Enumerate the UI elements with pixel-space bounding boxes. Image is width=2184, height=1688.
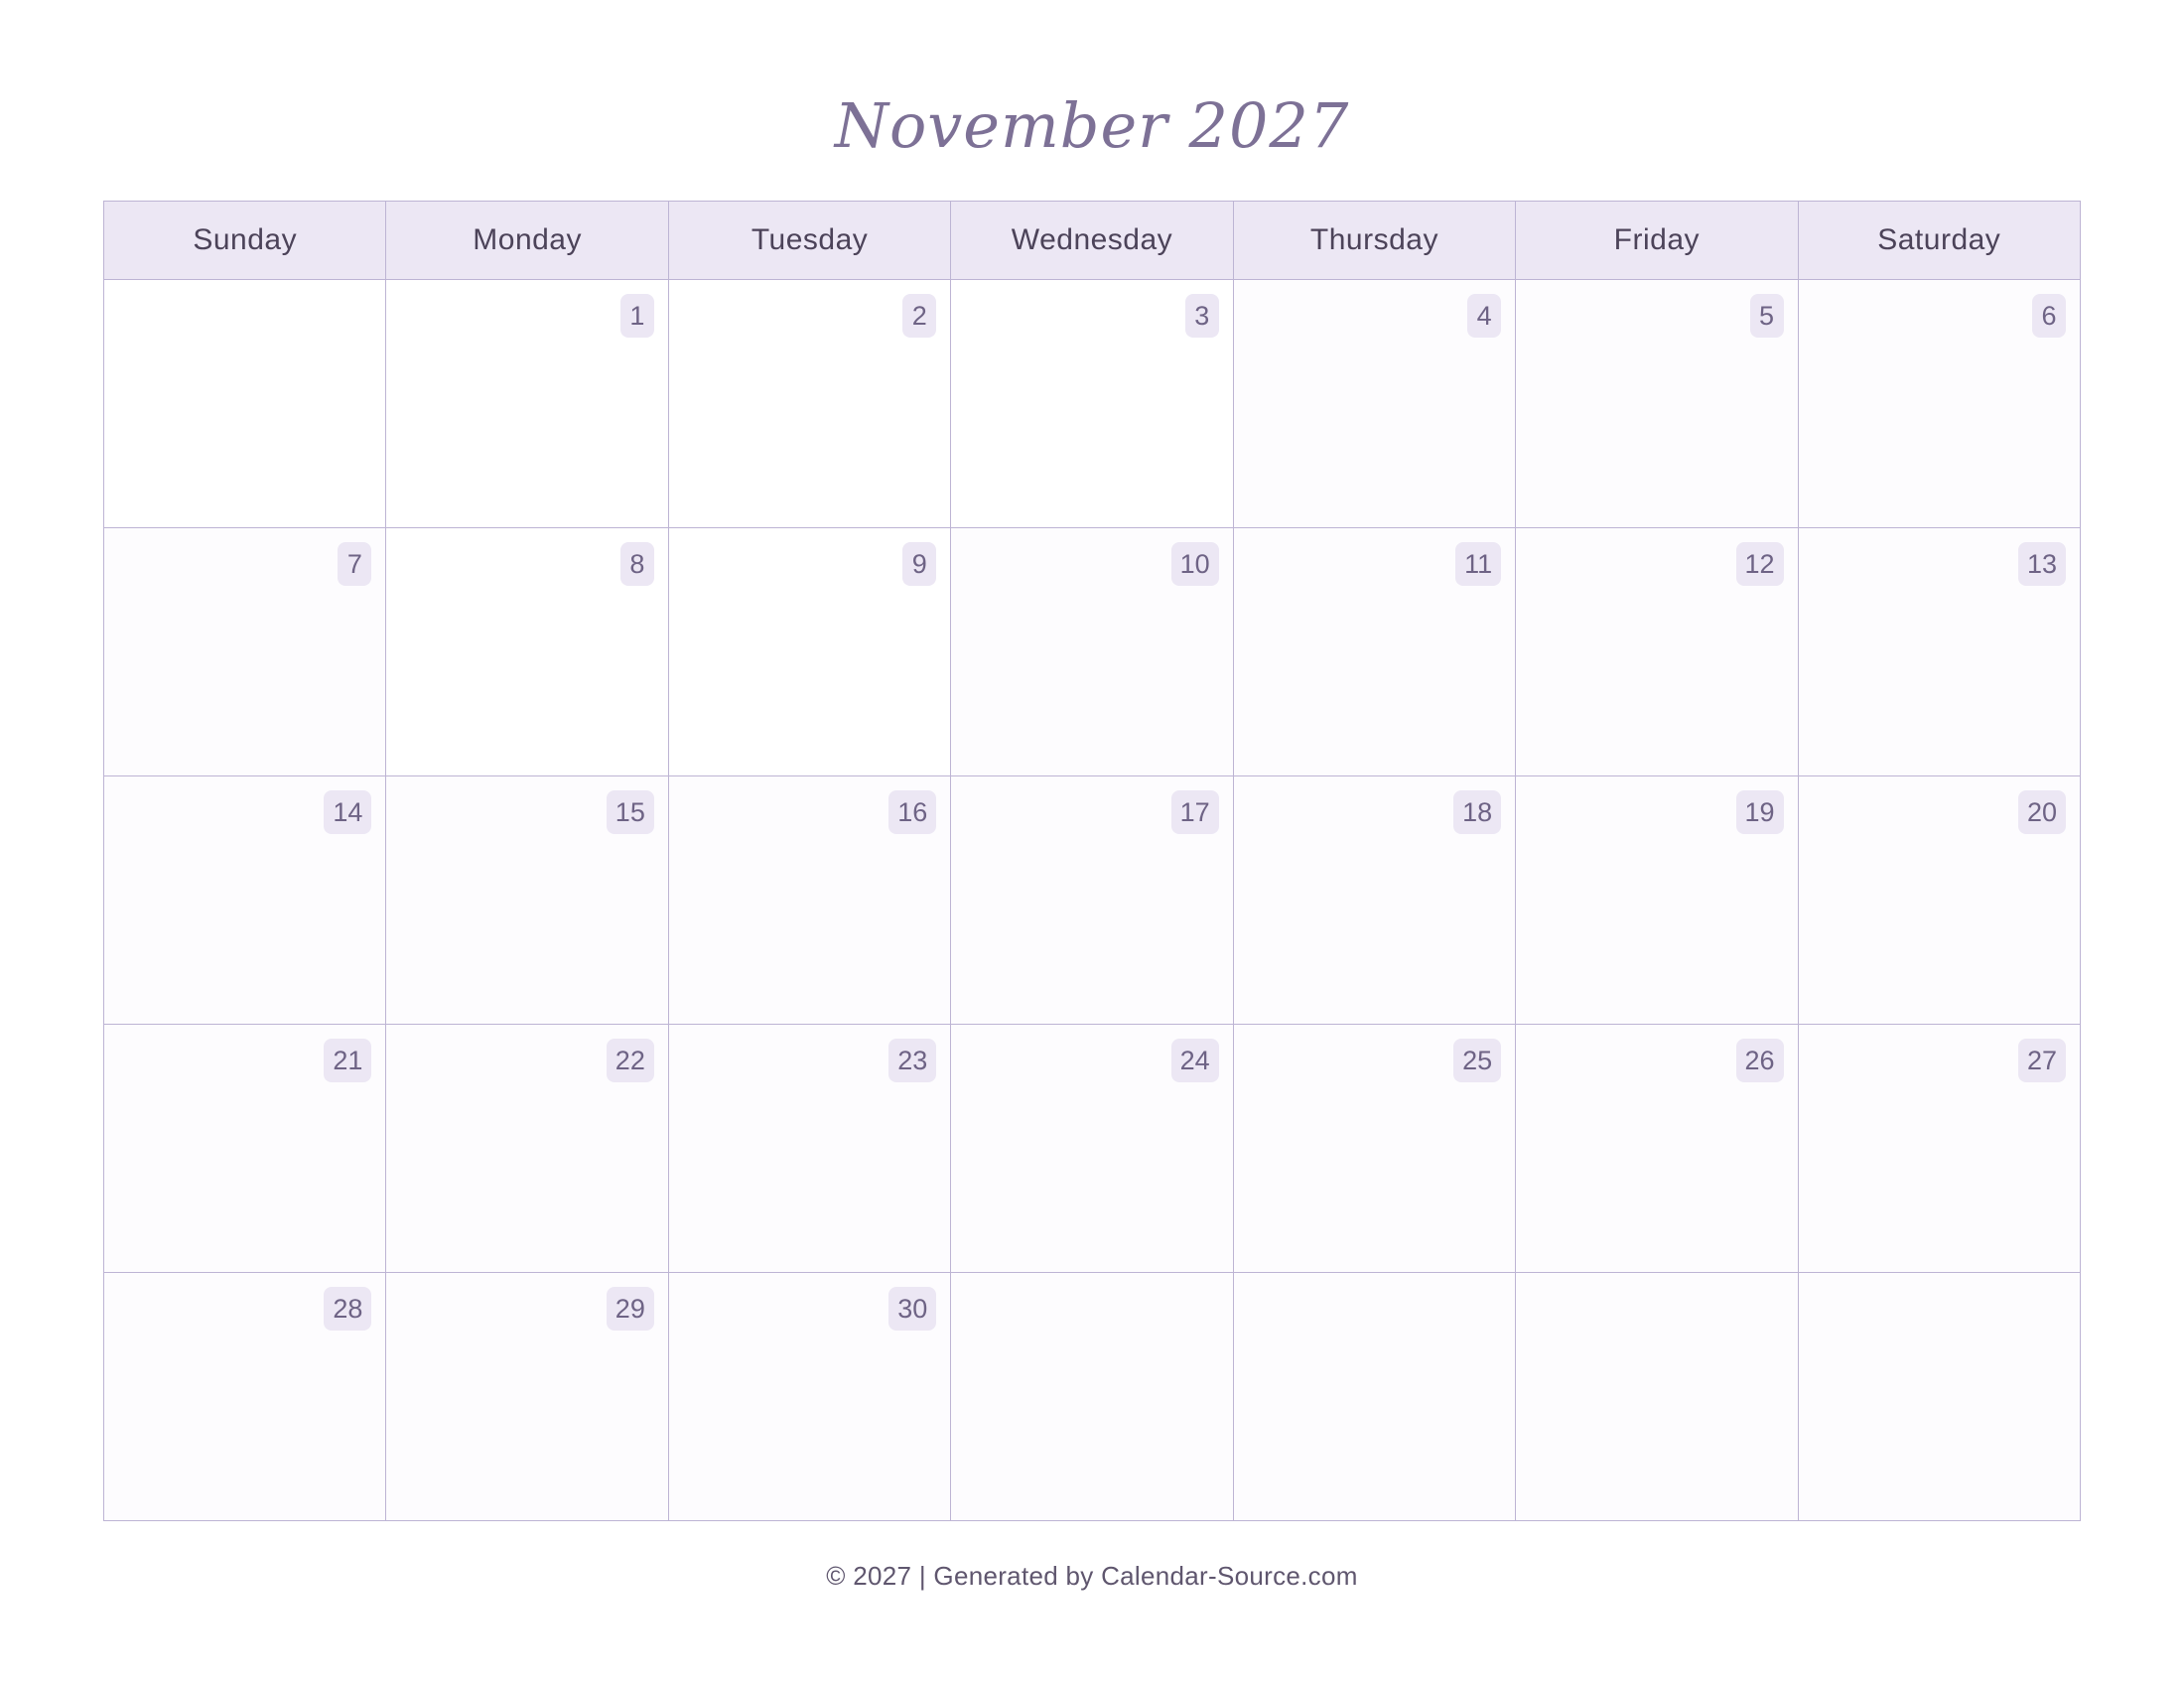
day-number: 11 (1455, 542, 1501, 586)
day-number: 5 (1750, 294, 1784, 338)
day-cell[interactable] (104, 528, 386, 776)
day-cell[interactable] (669, 280, 951, 528)
calendar-week-row (104, 1025, 2081, 1273)
day-cell[interactable] (1234, 1273, 1516, 1521)
day-cell[interactable] (1516, 776, 1798, 1025)
day-number: 18 (1453, 790, 1501, 834)
day-number: 29 (607, 1287, 654, 1331)
day-cell[interactable] (1799, 1025, 2081, 1273)
day-number: 16 (888, 790, 936, 834)
weekday-monday: Monday (386, 202, 668, 280)
day-cell[interactable] (951, 280, 1233, 528)
weekday-saturday: Saturday (1799, 202, 2081, 280)
day-cell[interactable] (104, 1273, 386, 1521)
day-cell[interactable] (1234, 1025, 1516, 1273)
day-number: 1 (620, 294, 654, 338)
day-number: 19 (1736, 790, 1784, 834)
day-number: 8 (620, 542, 654, 586)
day-cell[interactable] (669, 1025, 951, 1273)
calendar-week-row (104, 280, 2081, 528)
day-number: 22 (607, 1039, 654, 1082)
calendar-grid (103, 201, 2081, 1521)
day-number: 17 (1171, 790, 1219, 834)
page-title: November 2027 (834, 89, 1350, 162)
day-number: 15 (607, 790, 654, 834)
day-number: 26 (1736, 1039, 1784, 1082)
day-cell[interactable] (1234, 776, 1516, 1025)
day-number: 12 (1736, 542, 1784, 586)
day-cell[interactable] (1516, 1025, 1798, 1273)
day-number: 10 (1171, 542, 1219, 586)
day-number: 27 (2018, 1039, 2066, 1082)
day-cell[interactable] (951, 1273, 1233, 1521)
day-cell[interactable] (1799, 1273, 2081, 1521)
calendar-week-row (104, 776, 2081, 1025)
day-cell[interactable] (104, 776, 386, 1025)
day-cell[interactable] (1799, 528, 2081, 776)
day-cell[interactable] (386, 776, 668, 1025)
day-cell[interactable] (1799, 776, 2081, 1025)
day-cell[interactable] (669, 528, 951, 776)
day-number: 7 (338, 542, 371, 586)
day-cell[interactable] (669, 1273, 951, 1521)
day-cell[interactable] (1516, 280, 1798, 528)
day-number: 21 (324, 1039, 371, 1082)
day-number: 4 (1467, 294, 1501, 338)
day-cell[interactable] (104, 1025, 386, 1273)
day-cell[interactable] (1234, 528, 1516, 776)
day-cell[interactable] (1516, 528, 1798, 776)
weekday-tuesday: Tuesday (669, 202, 951, 280)
day-number: 28 (324, 1287, 371, 1331)
day-cell[interactable] (386, 1025, 668, 1273)
day-number: 13 (2018, 542, 2066, 586)
day-cell[interactable] (951, 776, 1233, 1025)
day-number: 25 (1453, 1039, 1501, 1082)
day-number: 2 (902, 294, 936, 338)
day-number: 6 (2032, 294, 2066, 338)
day-cell[interactable] (386, 528, 668, 776)
day-number: 30 (888, 1287, 936, 1331)
day-number: 24 (1171, 1039, 1219, 1082)
footer-credit: © 2027 | Generated by Calendar-Source.com (826, 1561, 1358, 1591)
day-cell[interactable] (1799, 280, 2081, 528)
day-cell[interactable] (1234, 280, 1516, 528)
day-cell[interactable] (1516, 1273, 1798, 1521)
weekday-friday: Friday (1516, 202, 1798, 280)
day-cell[interactable] (951, 528, 1233, 776)
day-number: 3 (1185, 294, 1219, 338)
day-cell[interactable] (386, 280, 668, 528)
day-number: 23 (888, 1039, 936, 1082)
day-number: 14 (324, 790, 371, 834)
day-cell[interactable] (951, 1025, 1233, 1273)
day-number: 9 (902, 542, 936, 586)
day-cell[interactable] (104, 280, 386, 528)
day-cell[interactable] (386, 1273, 668, 1521)
day-number: 20 (2018, 790, 2066, 834)
calendar-week-row (104, 528, 2081, 776)
weekday-thursday: Thursday (1234, 202, 1516, 280)
day-cell[interactable] (669, 776, 951, 1025)
weekday-header-row (104, 202, 2081, 280)
weekday-sunday: Sunday (104, 202, 386, 280)
calendar-week-row (104, 1273, 2081, 1521)
weekday-wednesday: Wednesday (951, 202, 1233, 280)
